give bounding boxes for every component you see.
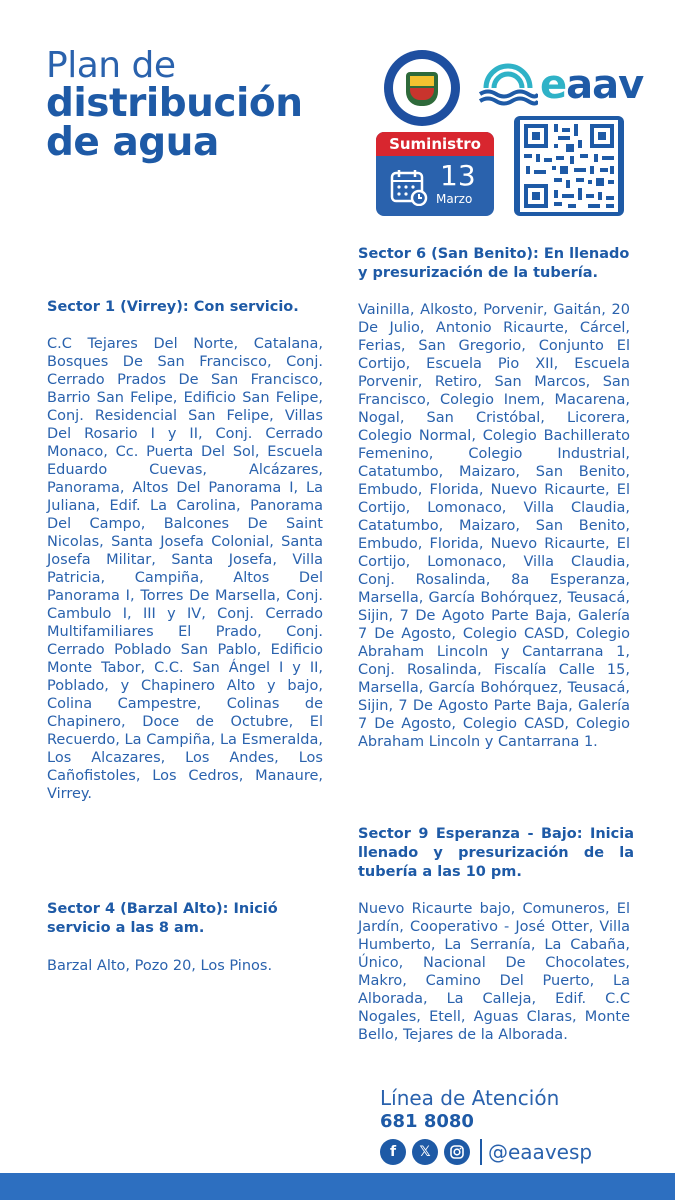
qr-code-image xyxy=(514,116,624,216)
eaav-logo xyxy=(478,62,648,108)
sector-9-heading: Sector 9 Esperanza - Bajo: Inicia llenado y presurización de la tubería a las 10 pm. xyxy=(358,826,634,880)
contact-line-label: Línea de Atención xyxy=(380,1086,560,1110)
badge-label: Suministro xyxy=(376,132,494,156)
social-handle[interactable]: @eaavesp xyxy=(488,1140,593,1164)
title-line-2: distribución xyxy=(46,81,303,126)
sector-6-body: Vainilla, Alkosto, Porvenir, Gaitán, 20 De Julio, Antonio Ricaurte, Cárcel, Ferias, San Gregorio, Conjunto El Cortijo, Escuela Pio XII, Escuela Porvenir, Retiro, San Marcos, San Francisco, Colegio Inem, Macarena, Nogal, San Cristóbal, Licorera, Colegio Normal, Colegio Bachillerato Femenino, Colegio Industrial, Catatumbo, Maizaro, San Benito, Embudo, Florida, Nuevo Ricaurte, El Cortijo, Lomonaco, Villa Claudia, Catatumbo, Maizaro, San Benito, Embudo, Florida, Nuevo Ricaurte, El Cortijo, Lomonaco, Villa Claudia, Conj. Rosalinda, 8a Esperanza, Marsella, García Bohórquez, Teusacá, Sijin, 7 De Agoto Parte Baja, Galería 7 De Agosto, Colegio CASD, Colegio Abraham Lincoln y Cantarrana 1, Conj. Rosalinda, Fiscalía Calle 15, Marsella, García Bohórquez, Teusacá, Sijin, 7 De Agosto Parte Baja, Galería 7 De Agosto, Colegio CASD, Colegio Abraham Lincoln y Cantarrana 1. xyxy=(358,302,630,750)
badge-month: Marzo xyxy=(436,192,473,206)
facebook-icon[interactable]: f xyxy=(380,1139,406,1165)
instagram-icon[interactable] xyxy=(444,1139,470,1165)
calendar-clock-icon xyxy=(390,168,428,206)
sector-1-body: C.C Tejares Del Norte, Catalana, Bosques De San Francisco, Conj. Cerrado Prados De San Francisco, Barrio San Felipe, Edificio San Felipe, Conj. Residencial San Felipe, Villas Del Rosario I y II, Conj. Cerrado Monaco, Cc. Puerta Del Sol, Escuela Eduardo Cuevas, Alcázares, Panorama, Altos Del Panorama I, La Juliana, Edif. La Carolina, Panorama Del Campo, Balcones De Saint Nicolas, Santa Josefa Colonial, Santa Josefa Militar, Santa Josefa, Villa Patricia, Campiña, Altos Del Panorama I, Torres De Marsella, Conj. Cambulo I, III y IV, Conj. Cerrado Multifamiliares El Prado, Conj. Cerrado Poblado San Pablo, Edificio Monte Tabor, C.C. San Ángel I y II, Poblado, y Chapinero Alto y bajo, Colina Campestre, Colinas de Chapinero, Doce de Octubre, El Recuerdo, La Campiña, La Esmeralda, Los Alcazares, Los Andes, Los Cañofistoles, Los Cedros, Manaure, Virrey. xyxy=(47,336,323,802)
sector-6-heading: Sector 6 (San Benito): En llenado y presurización de la tubería. xyxy=(358,246,630,281)
title-line-3: de agua xyxy=(46,120,219,165)
brand-name: eaav xyxy=(540,62,644,108)
social-divider xyxy=(480,1139,482,1165)
bottom-bar xyxy=(0,1173,675,1200)
alcaldia-seal-logo xyxy=(384,50,460,126)
supply-date-badge xyxy=(376,132,494,216)
sector-9-body: Nuevo Ricaurte bajo, Comuneros, El Jardín, Cooperativo - José Otter, Villa Humberto, La Serranía, La Cabaña, Único, Nacional De Chocolates, Makro, Camino Del Puerto, La Alborada, La Calleja, Edif. C.C Nogales, Etell, Aguas Claras, Monte Bello, Tejares de la Alborada. xyxy=(358,901,630,1043)
sector-4-body: Barzal Alto, Pozo 20, Los Pinos. xyxy=(47,958,273,974)
sector-4-heading: Sector 4 (Barzal Alto): Inició servicio a las 8 am. xyxy=(47,901,278,936)
page-title xyxy=(46,45,303,165)
contact-phone: 681 8080 xyxy=(380,1111,474,1132)
badge-day: 13 xyxy=(440,159,476,192)
sector-1-heading: Sector 1 (Virrey): Con servicio. xyxy=(47,299,299,315)
title-line-1: Plan de xyxy=(46,45,176,86)
social-links xyxy=(380,1138,592,1166)
x-icon[interactable]: 𝕏 xyxy=(412,1139,438,1165)
water-waves-icon xyxy=(478,62,538,108)
